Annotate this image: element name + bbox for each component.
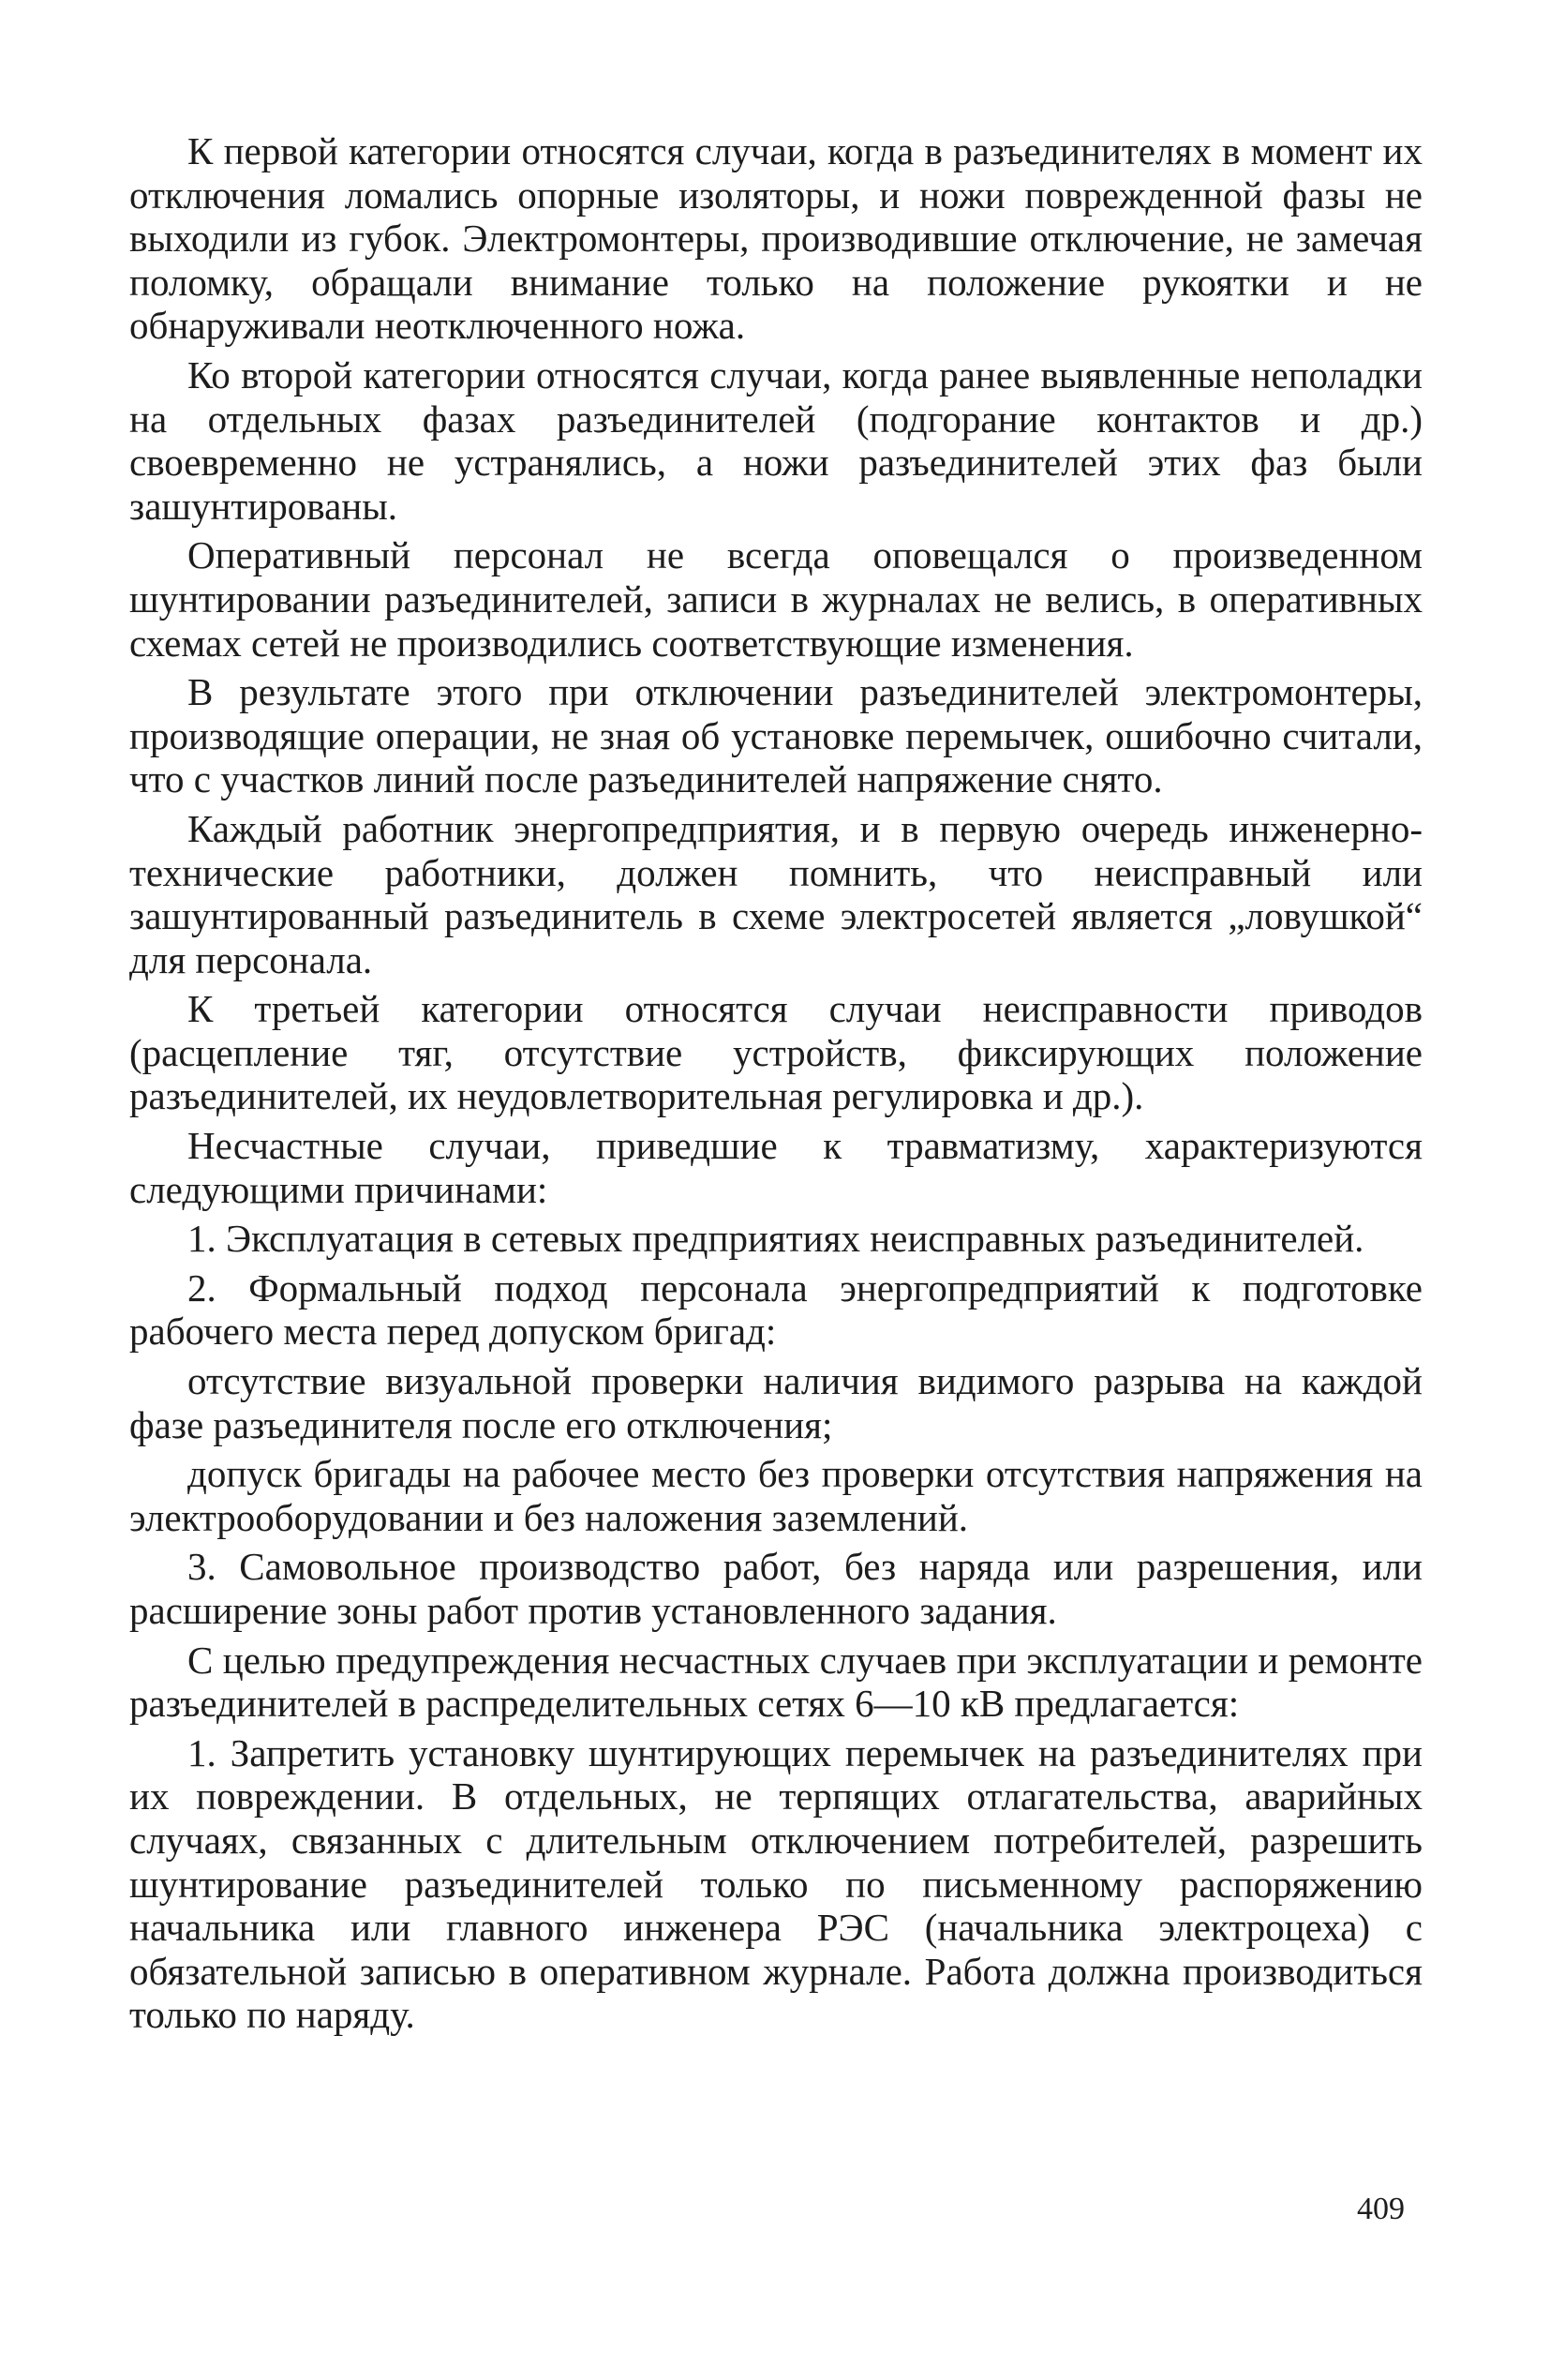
list-item-cause-1: 1. Эксплуатация в сетевых предприятиях неисправных разъединителей. [187,1217,1364,1261]
paragraph-result: В результате этого при отключении разъединителей электромонтеры, производящие операции, не зная об установке перемычек, ошибочно считали, что с участков линий после разъединителей напряжение снято. [129,670,1423,801]
list-item-cause-2: 2. Формальный подход персонала энергопредприятий к подготовке рабочего места перед допуском бригад: [129,1265,1423,1354]
paragraph-trap-warning: Каждый работник энергопредприятия, и в первую очередь инженерно-технические работники, должен помнить, что неисправный или зашунтированный разъединитель в схеме электросетей является „ловушкой“ для персонала. [129,806,1423,981]
paragraph-first-category: К первой категории относятся случаи, когда в разъединителях в момент их отключения ломались опорные изоляторы, и ножи поврежденной фазы не выходили из губок. Электромонтеры, производившие отключение, не замечая поломку, обращали внимание только на положение рукоятки и не обнаруживали неотключенного ножа. [129,129,1423,348]
list-item-cause-2a: отсутствие визуальной проверки наличия видимого разрыва на каждой фазе разъединителя после его отключения; [129,1359,1423,1446]
paragraph-personnel-not-informed: Оперативный персонал не всегда оповещался о произведенном шунтировании разъединителей, записи в журналах не велись, в оперативных схемах сетей не производились соответствующие изменения. [129,533,1423,665]
page-body [129,129,1423,2043]
paragraph-causes-intro: Несчастные случаи, приведшие к травматизму, характеризуются следующими причинами: [129,1124,1423,1211]
list-item-proposal-1: 1. Запретить установку шунтирующих перемычек на разъединителях при их повреждении. В отдельных, не терпящих отлагательства, аварийных случаях, связанных с длительным отключением потребителей, разрешить шунтирование разъединителей только по письменному распоряжению начальника или главного инженера РЭС (начальника электроцеха) с обязательной записью в оперативном журнале. Работа должна производиться только по наряду. [129,1730,1423,2037]
paragraph-proposals-intro: С целью предупреждения несчастных случаев при эксплуатации и ремонте разъединителей в распределительных сетях 6—10 кВ предлагается: [129,1638,1423,1726]
page-number: 409 [1357,2192,1405,2226]
list-item-cause-2b: допуск бригады на рабочее место без проверки отсутствия напряжения на электрооборудовании и без наложения заземлений. [129,1452,1423,1539]
paragraph-third-category: К третьей категории относятся случаи неисправности приводов (расцепление тяг, отсутствие устройств, фиксирующих положение разъединителей, их неудовлетворительная регулировка и др.). [129,987,1423,1118]
list-item-cause-3: 3. Самовольное производство работ, без наряда или разрешения, или расширение зоны работ против установленного задания. [129,1545,1423,1632]
paragraph-second-category: Ко второй категории относятся случаи, когда ранее выявленные неполадки на отдельных фазах разъединителей (подгорание контактов и др.) своевременно не устранялись, а ножи разъединителей этих фаз были зашунтированы. [129,352,1423,528]
